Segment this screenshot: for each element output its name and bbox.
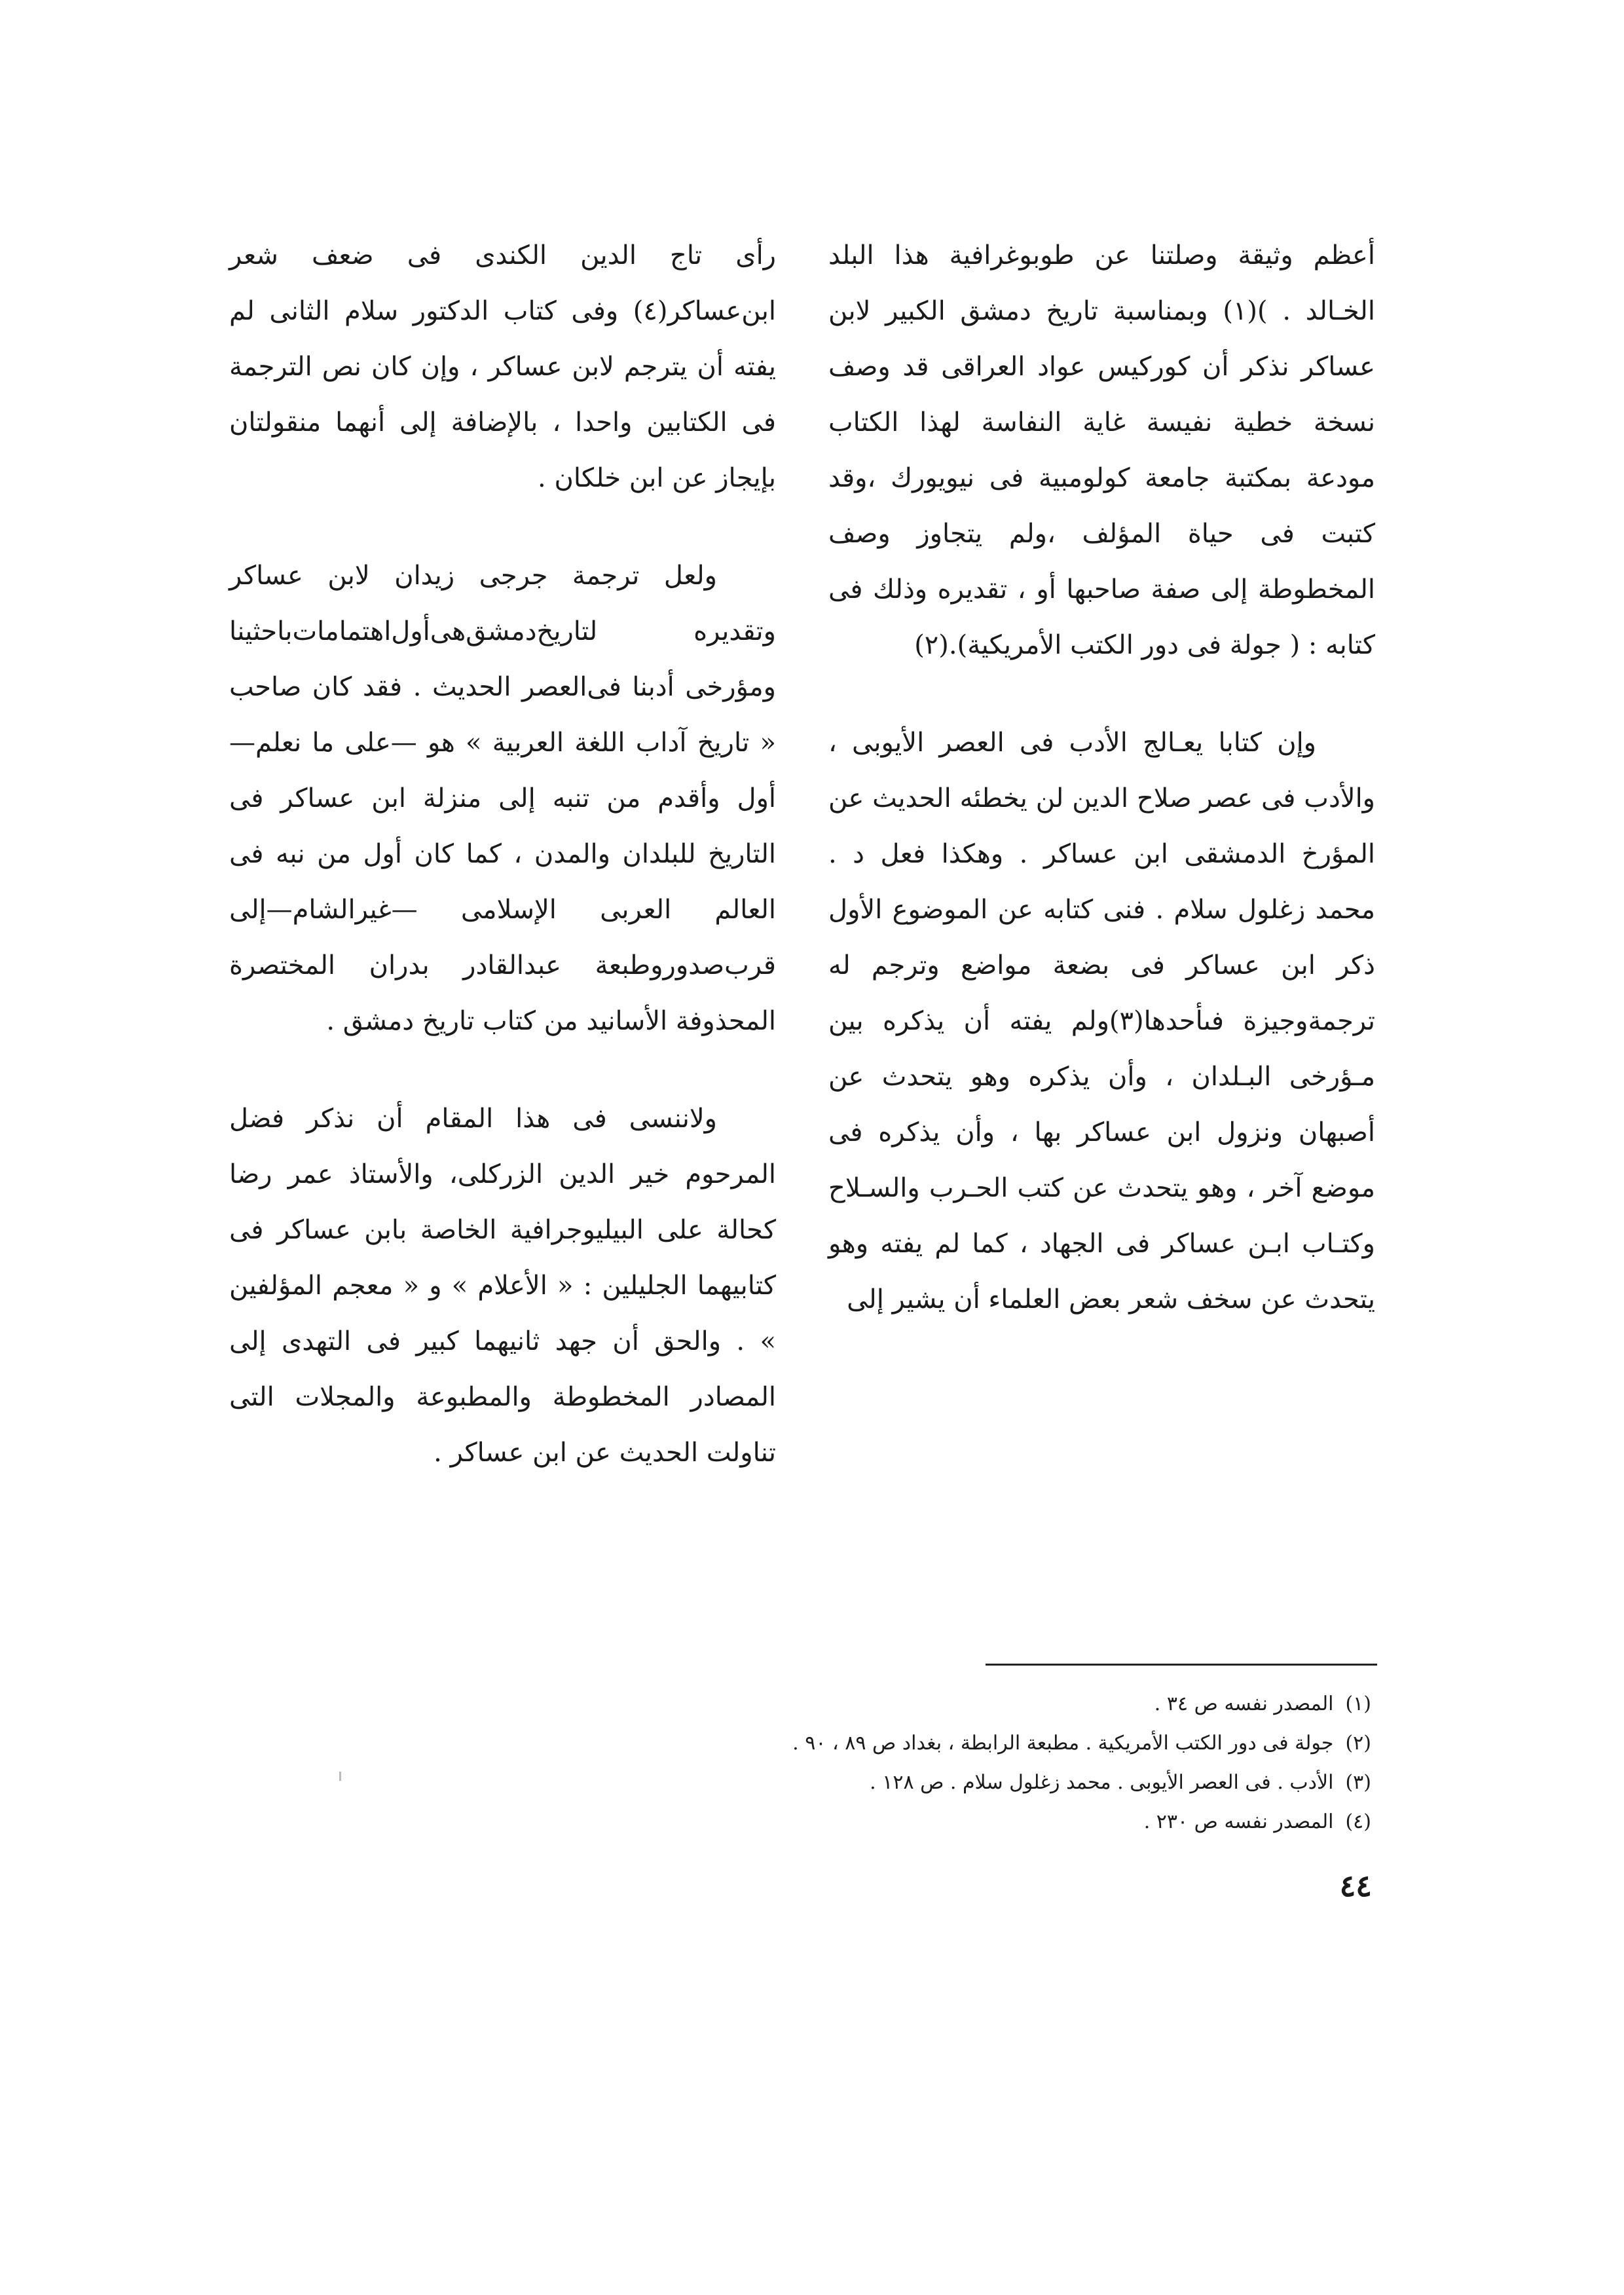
footnotes xyxy=(454,1685,1371,1842)
footnote-text: المصدر نفسه ص ٢٣٠ . xyxy=(1143,1810,1334,1833)
footnote xyxy=(454,1685,1371,1724)
footnote-text: الأدب . فى العصر الأيوبى . محمد زغلول سلام . ص ١٢٨ . xyxy=(870,1771,1334,1794)
footnote-separator xyxy=(986,1664,1377,1666)
footnote-number: (٢) xyxy=(1345,1732,1371,1755)
left-text-column xyxy=(229,228,776,1523)
footnote xyxy=(454,1763,1371,1802)
paragraph: أعظم وثيقة وصلتنا عن طوبوغرافية هذا البلد الخـالد . )(١) وبمناسبة تاريخ دمشق الكبير لابن عساكر نذكر أن كوركيس عواد العراقى قد وصف نسخة خطية نفيسة غاية النفاسة لهذا الكتاب مودعة بمكتبة جامعة كولومبية فى نيويورك ،وقد كتبت فى حياة المؤلف ،ولم يتجاوز وصف المخطوطة إلى صفة صاحبها أو ، تقديره وذلك فى كتابه : ( جولة فى دور الكتب الأمريكية).(٢) xyxy=(828,240,1375,660)
scan-speck xyxy=(339,1772,341,1781)
paragraph: رأى تاج الدين الكندى فى ضعف شعر ابن‌عساكر(٤) وفى كتاب الدكتور سلام الثانى لم يفته أن يترجم لابن عساكر ، وإن كان نص الترجمة فى الكتابين واحدا ، بالإضافة إلى أنهما منقولتان بإيجاز عن ابن خلكان . xyxy=(229,240,776,493)
footnote-number: (١) xyxy=(1345,1692,1371,1715)
footnote-number: (٣) xyxy=(1345,1771,1371,1794)
footnote xyxy=(454,1802,1371,1842)
paragraph: ولعل ترجمة جرجى زيدان لابن عساكر وتقديره لتاريخ‌دمشق‌هى‌أول‌اهتمامات‌باحثينا ومؤرخى أدبنا فى‌العصر الحديث . فقد كان صاحب « تاريخ آداب اللغة العربية » هو —على ما نعلم—أول وأقدم من تنبه إلى منزلة ابن عساكر فى التاريخ للبلدان والمدن ، كما كان أول من نبه فى العالم العربى الإسلامى —غيرالشام—إلى قرب‌صدوروطبعة عبدالقادر بدران المختصرة المحذوفة الأسانيد من كتاب تاريخ دمشق . xyxy=(229,561,776,1036)
footnote xyxy=(454,1724,1371,1763)
footnote-text: جولة فى دور الكتب الأمريكية . مطبعة الرابطة ، بغداد ص ٨٩ ، ٩٠ . xyxy=(792,1732,1334,1755)
right-text-column xyxy=(828,228,1375,1370)
paragraph: ولاننسى فى هذا المقام أن نذكر فضل المرحوم خير الدين الزركلى، والأستاذ عمر رضا كحالة على البيليوجرافية الخاصة بابن عساكر فى كتابيهما الجليلين : « الأعلام » و « معجم المؤلفين » . والحق أن جهد ثانيهما كبير فى التهدى إلى المصادر المخطوطة والمطبوعة والمجلات التى تناولت الحديث عن ابن عساكر . xyxy=(229,1104,776,1468)
paragraph: وإن كتابا يعـالج الأدب فى العصر الأيوبى ، والأدب فى عصر صلاح الدين لن يخطئه الحديث عن المؤرخ الدمشقى ابن عساكر . وهكذا فعل د . محمد زغلول سلام . فنى كتابه عن الموضوع الأول ذكر ابن عساكر فى بضعة مواضع وترجم له ترجمةوجيزة فىأحدها(٣)ولم يفته أن يذكره بين مـؤرخى البـلدان ، وأن يذكره وهو يتحدث عن أصبهان ونزول ابن عساكر بها ، وأن يذكره فى موضع آخر ، وهو يتحدث عن كتب الحـرب والسـلاح وكتـاب ابـن عساكر فى الجهاد ، كما لم يفته وهو يتحدث عن سخف شعر بعض العلماء أن يشير إلى xyxy=(828,728,1375,1315)
footnote-number: (٤) xyxy=(1345,1810,1371,1833)
footnote-text: المصدر نفسه ص ٣٤ . xyxy=(1154,1692,1334,1715)
page-number: ٤٤ xyxy=(1339,1868,1372,1903)
